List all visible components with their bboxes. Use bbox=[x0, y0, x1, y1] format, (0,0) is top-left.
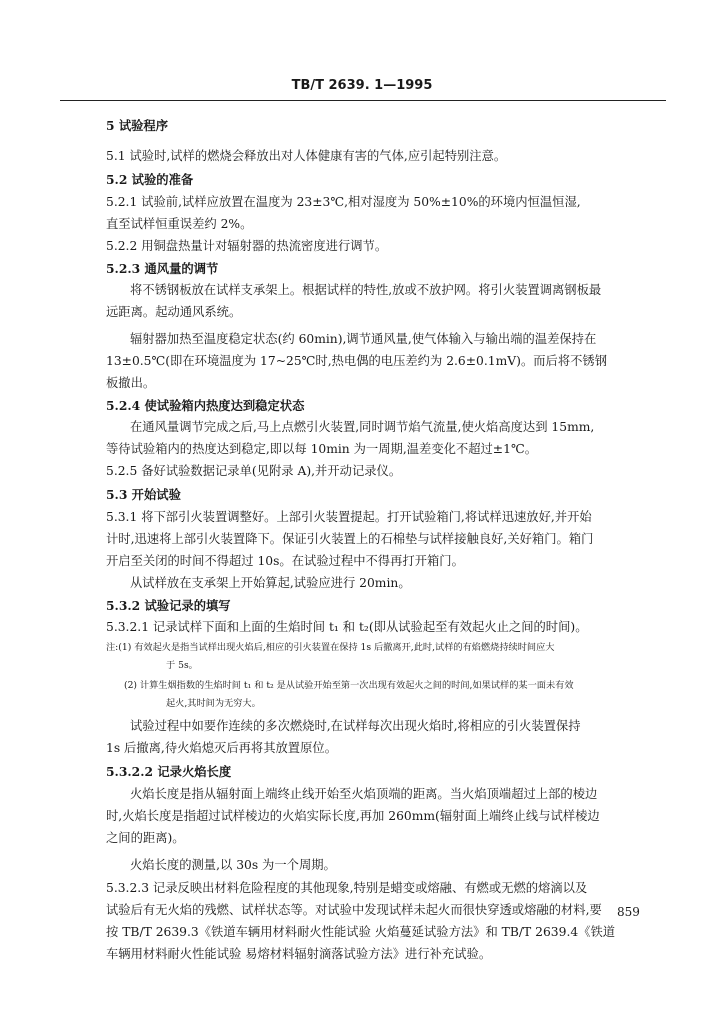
clause-5-2-3-heading: 5.2.3 通风量的调节 bbox=[106, 261, 219, 276]
paragraph-line: 试验过程中如要作连续的多次燃烧时,在试样每次出现火焰时,将相应的引火装置保持 bbox=[130, 719, 581, 733]
paragraph-line: 等待试验箱内的热度达到稳定,即以每 10min 为一周期,温差变化不超过±1℃。 bbox=[106, 442, 537, 456]
body-text bbox=[106, 118, 666, 962]
running-header bbox=[0, 78, 724, 93]
paragraph-line: 开启至关闭的时间不得超过 10s。在试验过程中不得再打开箱门。 bbox=[106, 554, 464, 568]
paragraph-line: 从试样放在支承架上开始算起,试验应进行 20min。 bbox=[130, 576, 411, 590]
paragraph-line: 辐射器加热至温度稳定状态(约 60min),调节通风量,使气体输入与输出端的温差保持在 bbox=[130, 332, 597, 346]
clause-5-3-1-line-1: 5.3.1 将下部引火装置调整好。上部引火装置提起。打开试验箱门,将试样迅速放好,并开始 bbox=[106, 510, 592, 524]
section-5-heading: 5 试验程序 bbox=[106, 118, 169, 133]
paragraph-line: 将不锈钢板放在试样支承架上。根据试样的特性,放或不放护网。将引火装置调离钢板最 bbox=[130, 283, 602, 297]
paragraph-line: 板撤出。 bbox=[106, 376, 156, 390]
paragraph-line: 车辆用材料耐火性能试验 易熔材料辐射滴落试验方法》进行补充试验。 bbox=[106, 947, 492, 961]
clause-5-3-2-1: 5.3.2.1 记录试样下面和上面的生焰时间 t₁ 和 t₂(即从试验起至有效起火止之间的时间)。 bbox=[106, 620, 588, 634]
clause-5-2-4-heading: 5.2.4 使试验箱内热度达到稳定状态 bbox=[106, 398, 305, 413]
clause-5-3-2-heading: 5.3.2 试验记录的填写 bbox=[106, 598, 231, 613]
clause-5-2-2: 5.2.2 用铜盘热量计对辐射器的热流密度进行调节。 bbox=[106, 239, 388, 253]
paragraph-line: 按 TB/T 2639.3《铁道车辆用材料耐火性能试验 火焰蔓延试验方法》和 TB/T 2639.4《铁道 bbox=[106, 925, 616, 939]
clause-5-2-1-line-2: 直至试样恒重误差约 2%。 bbox=[106, 217, 253, 231]
note-2-line-1: (2) 计算生烟指数的生焰时间 t₁ 和 t₂ 是从试验开始至第一次出现有效起火之间的时间,如果试样的某一面未有效 bbox=[124, 680, 574, 691]
header-rule bbox=[60, 100, 666, 101]
paragraph-line: 计时,迅速将上部引火装置降下。保证引火装置上的石棉垫与试样接触良好,关好箱门。箱门 bbox=[106, 532, 594, 546]
note-1-line-2: 于 5s。 bbox=[166, 660, 198, 671]
paragraph-line: 时,火焰长度是指超过试样棱边的火焰实际长度,再加 260mm(辐射面上端终止线与试样棱边 bbox=[106, 809, 600, 823]
note-1-line-1: 注:(1) 有效起火是指当试样出现火焰后,相应的引火装置在保持 1s 后撤离开,此时,试样的有焰燃烧持续时间应大 bbox=[106, 642, 555, 653]
clause-5-3-2-2-heading: 5.3.2.2 记录火焰长度 bbox=[106, 764, 232, 779]
paragraph-line: 之间的距离)。 bbox=[106, 831, 185, 845]
standard-number: TB/T 2639. 1—1995 bbox=[291, 78, 433, 93]
paragraph-line: 13±0.5℃(即在环境温度为 17~25℃时,热电偶的电压差约为 2.6±0.1mV)。而后将不锈钢 bbox=[106, 354, 608, 368]
clause-5-1: 5.1 试验时,试样的燃烧会释放出对人体健康有害的气体,应引起特别注意。 bbox=[106, 149, 507, 163]
clause-5-3-heading: 5.3 开始试验 bbox=[106, 487, 181, 502]
clause-5-3-2-3-line-1: 5.3.2.3 记录反映出材料危险程度的其他现象,特别是蜡变或熔融、有燃或无燃的熔滴以及 bbox=[106, 881, 588, 895]
paragraph-line: 试验后有无火焰的残燃、试样状态等。对试验中发现试样未起火而很快穿透或熔融的材料,要 bbox=[106, 903, 602, 917]
page-number: 859 bbox=[617, 905, 640, 919]
clause-5-2-5: 5.2.5 备好试验数据记录单(见附录 A),并开动记录仪。 bbox=[106, 464, 402, 478]
paragraph-line: 远距离。起动通风系统。 bbox=[106, 305, 242, 319]
clause-5-2-1-line-1: 5.2.1 试验前,试样应放置在温度为 23±3℃,相对湿度为 50%±10%的环境内恒温恒湿, bbox=[106, 195, 581, 209]
note-2-line-2: 起火,其时间为无穷大。 bbox=[166, 698, 261, 709]
clause-5-2-heading: 5.2 试验的准备 bbox=[106, 172, 194, 187]
paragraph-line: 1s 后撤离,待火焰熄灭后再将其放置原位。 bbox=[106, 741, 337, 755]
paragraph-line: 火焰长度是指从辐射面上端终止线开始至火焰顶端的距离。当火焰顶端超过上部的棱边 bbox=[130, 787, 598, 801]
paragraph-line: 在通风量调节完成之后,马上点燃引火装置,同时调节焰气流量,使火焰高度达到 15mm, bbox=[130, 420, 595, 434]
paragraph-line: 火焰长度的测量,以 30s 为一个周期。 bbox=[130, 858, 336, 872]
